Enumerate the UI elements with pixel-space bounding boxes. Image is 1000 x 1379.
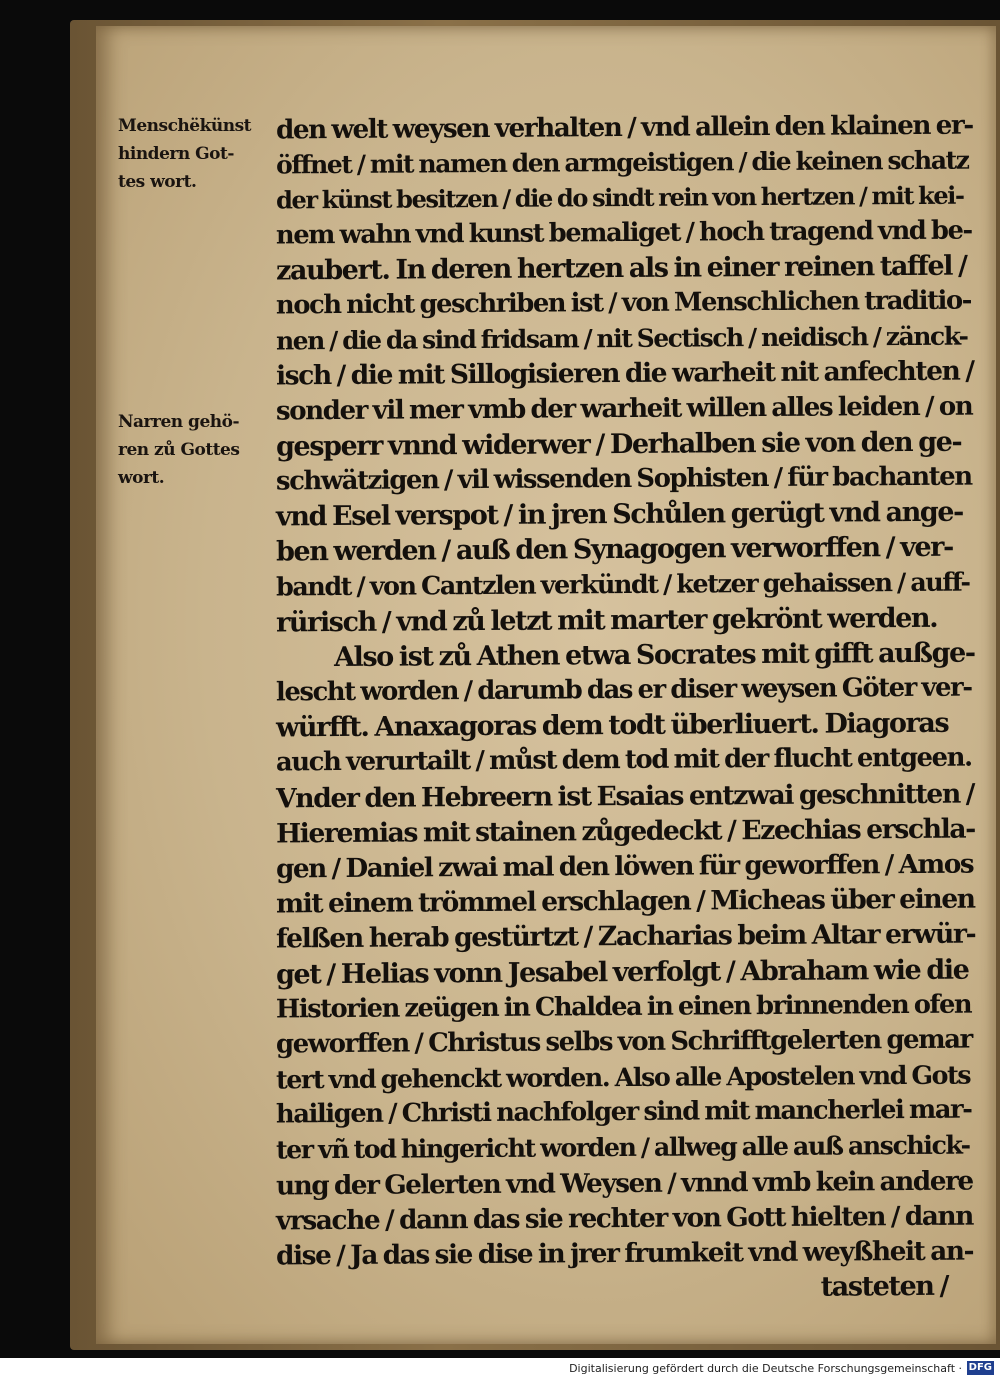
text-line: bandt / von Cantzlen verkündt / ketzer gehaissen / auff- (275, 567, 970, 602)
text-line: get / Helias vonn Jesabel verfolgt / Abraham wie die (275, 954, 969, 990)
margin-note-line: tes wort. (118, 172, 197, 192)
text-line: zaubert. In deren hertzen als in einer reinen taffel / (275, 250, 967, 287)
text-line: ter vñ tod hingericht worden / allweg alle auß anschick- (275, 1130, 970, 1165)
margin-note-line: Menschëkünst (118, 116, 252, 136)
margin-note-line: Narren gehö- (118, 412, 240, 432)
text-line: nen / die da sind fridsam / nit Sectisch / neidisch / zänck- (275, 321, 968, 356)
text-line: Historien zeügen in Chaldea in einen brinnenden ofen (275, 989, 972, 1025)
text-line: noch nicht geschriben ist / von Menschlichen traditio- (275, 285, 972, 321)
margin-note-line: hindern Got- (118, 144, 234, 164)
text-line: schwätzigen / vil wissenden Sophisten / für bachanten (275, 461, 972, 497)
funding-credit: Digitalisierung gefördert durch die Deutsche Forschungsgemeinschaft · (569, 1362, 962, 1375)
text-line: Hieremias mit stainen zůgedeckt / Ezechias erschla- (275, 813, 975, 850)
text-line: geworffen / Christus selbs von Schrifftgelerten gemar (275, 1024, 972, 1060)
footer-bar (0, 1358, 1000, 1379)
text-line: Also ist zů Athen etwa Socrates mit gifft außge- (333, 637, 975, 673)
text-line: öffnet / mit namen den armgeistigen / die keinen schatz (275, 144, 969, 180)
margin-note-line: wort. (118, 468, 165, 488)
text-line: isch / die mit Sillogisieren die warheit nit anfechten / (275, 355, 974, 392)
text-line: lescht worden / darumb das er diser weysen Göter ver- (275, 672, 972, 708)
dfg-logo: DFG (968, 1362, 992, 1373)
margin-note-2 (118, 408, 278, 492)
text-line: ung der Gelerten vnd Weysen / vnnd vmb kein andere (275, 1165, 973, 1202)
text-line: dise / Ja das sie dise in jrer frumkeit vnd weyßheit an- (275, 1235, 974, 1272)
margin-note-1 (118, 112, 278, 196)
text-line: hailigen / Christi nachfolger sind mit mancherlei mar- (275, 1094, 972, 1130)
text-line: vnd Esel verspot / in jren Schůlen gerügt vnd ange- (275, 496, 964, 533)
text-line: tasteten / (820, 1270, 949, 1303)
text-line: mit einem trömmel erschlagen / Micheas über einen (275, 883, 975, 920)
text-line: der künst besitzen / die do sindt rein von hertzen / mit kei- (275, 181, 964, 215)
margin-note-line: ren zů Gottes (118, 440, 240, 460)
text-line: felßen herab gestürtzt / Zacharias beim Altar erwür- (275, 918, 976, 955)
text-line: tert vnd gehenckt worden. Also alle Apostelen vnd Gots (275, 1059, 971, 1095)
text-line: Vnder den Hebreern ist Esaias entzwai geschnitten / (275, 778, 975, 815)
text-line: würfft. Anaxagoras dem todt überliuert. Diagoras (275, 707, 949, 744)
text-line: sonder vil mer vmb der warheit willen alles leiden / on (275, 391, 973, 426)
text-line: den welt weysen verhalten / vnd allein den klainen er- (275, 109, 973, 146)
text-line: rürisch / vnd zů letzt mit marter gekrönt werden. (275, 602, 938, 639)
text-line: gesperr vnnd widerwer / Derhalben sie von den ge- (275, 426, 962, 463)
text-line: auch verurtailt / můst dem tod mit der flucht entgeen. (275, 742, 972, 778)
text-line: gen / Daniel zwai mal den löwen für geworffen / Amos (275, 848, 974, 885)
body-text (276, 110, 976, 1306)
text-line: nem wahn vnd kunst bemaliget / hoch tragend vnd be- (275, 215, 972, 251)
text-line: ben werden / auß den Synagogen verworffen / ver- (275, 531, 953, 568)
text-line: vrsache / dann das sie rechter von Gott hielten / dann (275, 1200, 974, 1237)
